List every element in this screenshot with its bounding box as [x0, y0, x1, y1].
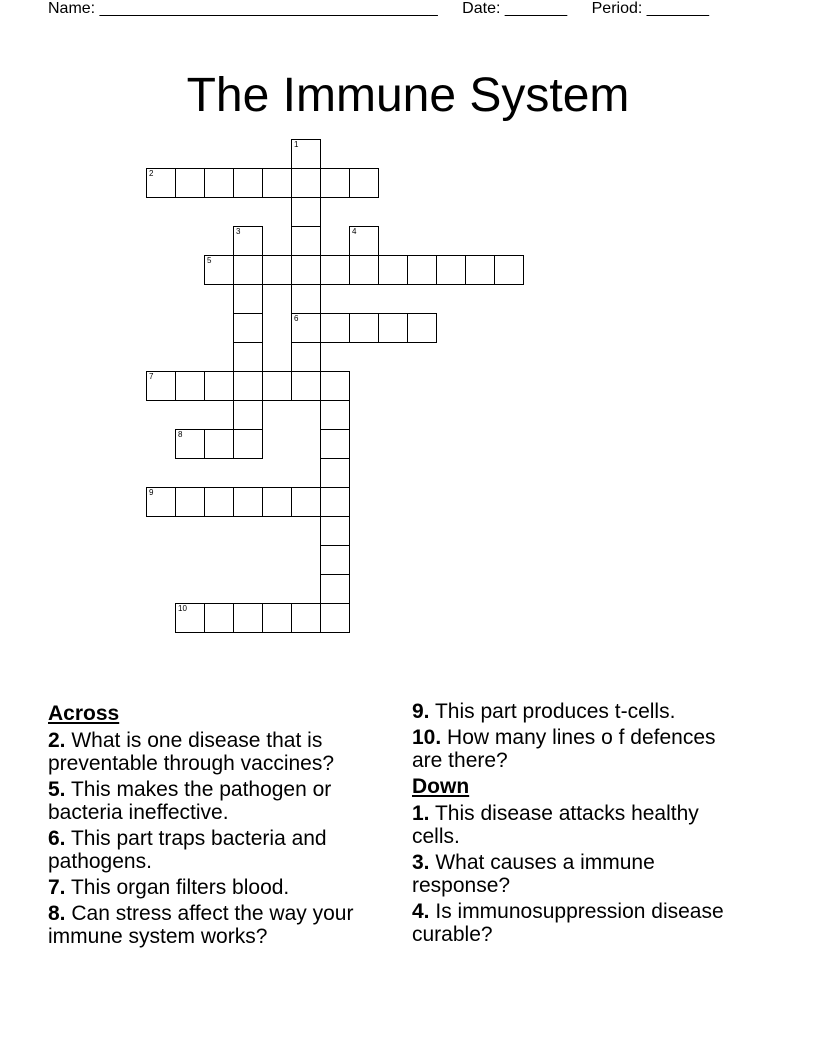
- crossword-cell[interactable]: [291, 342, 321, 372]
- crossword-cell[interactable]: [204, 487, 234, 517]
- clue-down-4: [412, 900, 742, 946]
- crossword-cell[interactable]: [204, 603, 234, 633]
- crossword-cell[interactable]: [320, 255, 350, 285]
- clue-number: 6.: [48, 827, 66, 850]
- clue-text: Is immunosuppression disease curable?: [412, 900, 724, 946]
- clue-across-8: [48, 902, 393, 948]
- crossword-cell[interactable]: [291, 313, 321, 343]
- clue-across-9: [412, 700, 742, 723]
- page-title: The Immune System: [186, 69, 630, 123]
- clue-text: What is one disease that is preventable through vaccines?: [48, 729, 335, 775]
- cell-number: 5: [207, 256, 212, 265]
- crossword-cell[interactable]: [378, 255, 408, 285]
- crossword-cell[interactable]: [204, 168, 234, 198]
- crossword-cell[interactable]: [320, 487, 350, 517]
- crossword-cell[interactable]: [320, 168, 350, 198]
- crossword-cell[interactable]: [465, 255, 495, 285]
- clues-right-column: [412, 700, 742, 949]
- clue-across-7: [48, 876, 393, 899]
- crossword-cell[interactable]: [175, 371, 205, 401]
- clue-text: What causes a immune response?: [412, 851, 655, 897]
- cell-number: 10: [178, 604, 187, 613]
- crossword-cell[interactable]: [320, 516, 350, 546]
- crossword-cell[interactable]: [320, 429, 350, 459]
- cell-number: 6: [294, 314, 299, 323]
- crossword-cell[interactable]: [349, 313, 379, 343]
- crossword-cell[interactable]: [291, 284, 321, 314]
- clue-text: This disease attacks healthy cells.: [412, 802, 699, 848]
- crossword-cell[interactable]: [175, 429, 205, 459]
- crossword-cell[interactable]: [262, 603, 292, 633]
- clue-across-5: [48, 778, 393, 824]
- clue-number: 1.: [412, 802, 430, 825]
- crossword-cell[interactable]: [262, 168, 292, 198]
- crossword-cell[interactable]: [320, 545, 350, 575]
- clue-text: This makes the pathogen or bacteria ineffective.: [48, 778, 332, 824]
- crossword-cell[interactable]: [320, 574, 350, 604]
- crossword-cell[interactable]: [407, 313, 437, 343]
- crossword-cell[interactable]: [204, 429, 234, 459]
- cell-number: 9: [149, 488, 154, 497]
- crossword-cell[interactable]: [349, 168, 379, 198]
- clue-text: This organ filters blood.: [70, 876, 290, 899]
- clue-text: This part produces t-cells.: [434, 700, 676, 723]
- clue-text: This part traps bacteria and pathogens.: [48, 827, 327, 873]
- crossword-cell[interactable]: [146, 371, 176, 401]
- crossword-cell[interactable]: [291, 139, 321, 169]
- crossword-cell[interactable]: [494, 255, 524, 285]
- crossword-cell[interactable]: [349, 226, 379, 256]
- crossword-cell[interactable]: [291, 197, 321, 227]
- clue-number: 2.: [48, 729, 66, 752]
- crossword-cell[interactable]: [320, 458, 350, 488]
- clue-number: 7.: [48, 876, 66, 899]
- crossword-cell[interactable]: [233, 400, 263, 430]
- crossword-cell[interactable]: [291, 226, 321, 256]
- crossword-cell[interactable]: [378, 313, 408, 343]
- crossword-cell[interactable]: [436, 255, 466, 285]
- crossword-cell[interactable]: [262, 487, 292, 517]
- crossword-cell[interactable]: [291, 255, 321, 285]
- clue-number: 8.: [48, 902, 66, 925]
- crossword-cell[interactable]: [320, 400, 350, 430]
- clue-number: 10.: [412, 726, 442, 749]
- crossword-cell[interactable]: [233, 603, 263, 633]
- clue-text: Can stress affect the way your immune system works?: [48, 902, 354, 948]
- clue-number: 5.: [48, 778, 66, 801]
- crossword-cell[interactable]: [262, 255, 292, 285]
- crossword-cell[interactable]: [262, 371, 292, 401]
- crossword-cell[interactable]: [349, 255, 379, 285]
- crossword-cell[interactable]: [291, 487, 321, 517]
- clue-across-2: [48, 729, 393, 775]
- crossword-cell[interactable]: [204, 371, 234, 401]
- crossword-cell[interactable]: [146, 487, 176, 517]
- cell-number: 3: [236, 227, 241, 236]
- crossword-cell[interactable]: [204, 255, 234, 285]
- crossword-cell[interactable]: [291, 371, 321, 401]
- cell-number: 8: [178, 430, 183, 439]
- crossword-cell[interactable]: [233, 313, 263, 343]
- period-label: Period:: [591, 0, 643, 17]
- crossword-cell[interactable]: [146, 168, 176, 198]
- clue-across-6: [48, 827, 393, 873]
- clue-text: How many lines o f defences are there?: [412, 726, 716, 772]
- crossword-cell[interactable]: [407, 255, 437, 285]
- name-blank[interactable]: ______________________________________: [99, 0, 438, 17]
- crossword-cell[interactable]: [175, 168, 205, 198]
- crossword-cell[interactable]: [233, 371, 263, 401]
- crossword-cell[interactable]: [233, 429, 263, 459]
- crossword-cell[interactable]: [233, 284, 263, 314]
- crossword-cell[interactable]: [320, 313, 350, 343]
- crossword-cell[interactable]: [233, 487, 263, 517]
- period-blank[interactable]: _______: [646, 0, 710, 17]
- crossword-cell[interactable]: [233, 255, 263, 285]
- date-label: Date:: [462, 0, 501, 17]
- clue-down-1: [412, 802, 742, 848]
- crossword-cell[interactable]: [291, 168, 321, 198]
- crossword-cell[interactable]: [175, 487, 205, 517]
- cell-number: 4: [352, 227, 357, 236]
- clue-down-3: [412, 851, 742, 897]
- crossword-cell[interactable]: [175, 603, 205, 633]
- clue-across-10: [412, 726, 742, 772]
- down-heading: Down: [412, 775, 470, 798]
- date-blank[interactable]: _______: [504, 0, 568, 17]
- clue-number: 3.: [412, 851, 430, 874]
- clue-number: 4.: [412, 900, 430, 923]
- name-label: Name:: [48, 0, 96, 17]
- crossword-cell[interactable]: [233, 168, 263, 198]
- clue-number: 9.: [412, 700, 430, 723]
- crossword-cell[interactable]: [233, 342, 263, 372]
- crossword-cell[interactable]: [291, 603, 321, 633]
- crossword-cell[interactable]: [320, 371, 350, 401]
- crossword-cell[interactable]: [233, 226, 263, 256]
- cell-number: 1: [294, 140, 299, 149]
- clues-left-column: [48, 700, 393, 951]
- cell-number: 7: [149, 372, 154, 381]
- crossword-cell[interactable]: [320, 603, 350, 633]
- cell-number: 2: [149, 169, 154, 178]
- across-heading: Across: [48, 702, 120, 725]
